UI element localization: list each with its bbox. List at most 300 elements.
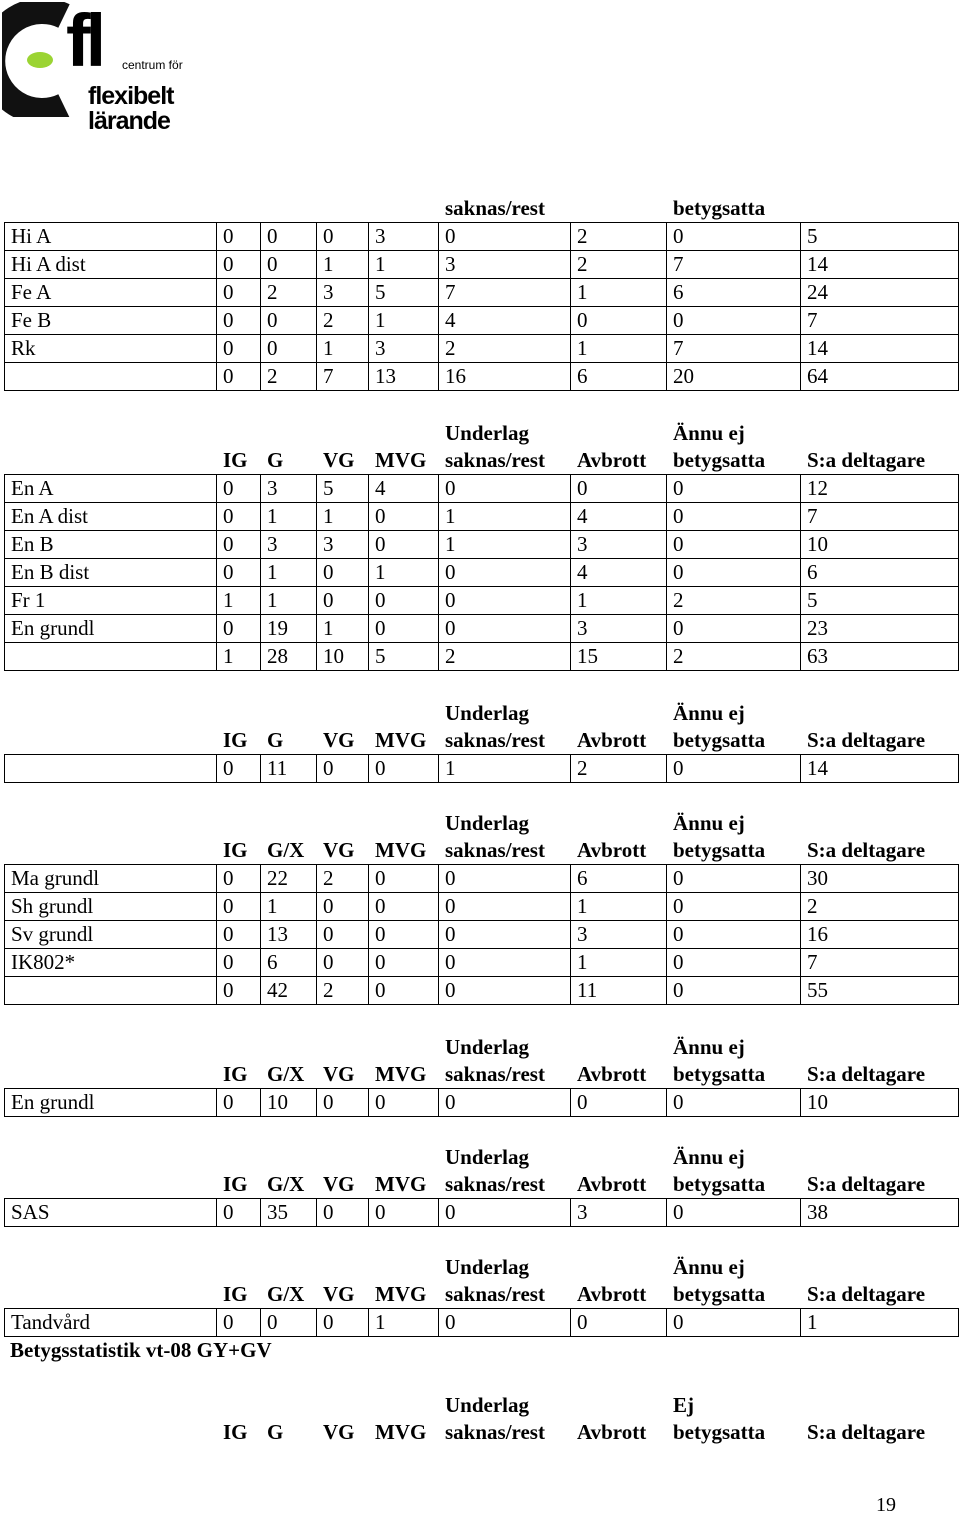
column-header-label: Underlag [445,1035,529,1059]
value-cell: 0 [667,921,801,949]
value-cell: 42 [261,977,317,1005]
value-cell: 0 [317,223,369,251]
value-cell: 0 [317,921,369,949]
value-cell: 0 [217,223,261,251]
value-cell: 7 [667,335,801,363]
column-header-label: VG [323,728,355,752]
course-cell: Tandvård [5,1309,217,1337]
table-row [5,587,959,615]
value-cell: 7 [801,503,959,531]
total-row [5,643,959,671]
value-cell: 4 [439,307,571,335]
value-cell: 2 [317,307,369,335]
grade-table-6 [4,1198,959,1227]
value-cell: 1 [369,307,439,335]
column-header-label: Ännu ej [673,1035,745,1059]
value-cell: 0 [439,1199,571,1227]
value-cell: 0 [439,949,571,977]
value-cell: 0 [369,865,439,893]
column-header-label: G [267,448,284,472]
value-cell: 0 [317,1199,369,1227]
total-row [5,977,959,1005]
table-row [5,865,959,893]
value-cell: 11 [571,977,667,1005]
course-cell [5,643,217,671]
column-header-label: MVG [375,448,427,472]
column-header-label: S:a deltagare [807,448,926,472]
column-header-label: betygsatta [673,728,766,752]
course-cell: En grundl [5,615,217,643]
value-cell: 0 [667,977,801,1005]
column-header-label: saknas/rest [445,1172,545,1196]
grade-table-2 [4,474,959,671]
value-cell: 2 [261,363,317,391]
value-cell: 0 [317,893,369,921]
value-cell: 3 [317,279,369,307]
value-cell: 7 [667,251,801,279]
total-row [5,363,959,391]
value-cell: 0 [439,893,571,921]
value-cell: 0 [317,559,369,587]
value-cell: 0 [217,755,261,783]
value-cell: 0 [217,1199,261,1227]
column-header-label: betygsatta [673,448,766,472]
value-cell: 19 [261,615,317,643]
table-row [5,475,959,503]
value-cell: 2 [261,279,317,307]
column-header-label: Ännu ej [673,421,745,445]
value-cell: 24 [801,279,959,307]
column-header-label: Avbrott [577,1062,647,1086]
course-cell: Fe B [5,307,217,335]
column-header-label: VG [323,838,355,862]
value-cell: 1 [317,615,369,643]
value-cell: 6 [801,559,959,587]
column-header-label: saknas/rest [445,1062,545,1086]
value-cell: 12 [801,475,959,503]
grade-table-5 [4,1088,959,1117]
value-cell: 0 [667,615,801,643]
value-cell: 14 [801,755,959,783]
value-cell: 0 [369,1199,439,1227]
table-row [5,223,959,251]
column-header-label: Underlag [445,1255,529,1279]
value-cell: 15 [571,643,667,671]
value-cell: 2 [667,587,801,615]
value-cell: 0 [217,1309,261,1337]
value-cell: 10 [801,1089,959,1117]
table-row [5,615,959,643]
value-cell: 2 [667,643,801,671]
course-cell: En grundl [5,1089,217,1117]
course-cell: Fe A [5,279,217,307]
value-cell: 2 [317,865,369,893]
value-cell: 6 [571,865,667,893]
column-header-label: Underlag [445,1393,529,1417]
value-cell: 3 [261,475,317,503]
value-cell: 4 [369,475,439,503]
value-cell: 6 [571,363,667,391]
column-header-label: Avbrott [577,1172,647,1196]
value-cell: 0 [217,307,261,335]
value-cell: 0 [217,921,261,949]
value-cell: 0 [667,865,801,893]
value-cell: 1 [261,503,317,531]
course-cell [5,977,217,1005]
value-cell: 0 [217,363,261,391]
column-header-label: Avbrott [577,1282,647,1306]
course-cell [5,363,217,391]
value-cell: 0 [667,949,801,977]
value-cell: 64 [801,363,959,391]
table-row [5,559,959,587]
table-row [5,279,959,307]
value-cell: 6 [261,949,317,977]
value-cell: 0 [439,977,571,1005]
column-header-label: Ej [673,1393,694,1417]
value-cell: 7 [439,279,571,307]
value-cell: 6 [667,279,801,307]
value-cell: 63 [801,643,959,671]
grade-table-3 [4,754,959,783]
column-header-label: IG [223,1172,248,1196]
value-cell: 1 [317,503,369,531]
value-cell: 0 [439,865,571,893]
value-cell: 3 [369,335,439,363]
value-cell: 22 [261,865,317,893]
column-header-label: Underlag [445,811,529,835]
value-cell: 7 [801,949,959,977]
grade-table-4 [4,864,959,1005]
value-cell: 5 [317,475,369,503]
course-cell: Hi A [5,223,217,251]
value-cell: 0 [217,531,261,559]
column-header-label: saknas/rest [445,1282,545,1306]
value-cell: 0 [369,921,439,949]
value-cell: 0 [369,503,439,531]
value-cell: 3 [369,223,439,251]
value-cell: 0 [217,1089,261,1117]
column-header-label: MVG [375,1282,427,1306]
logo-line1: centrum för [122,58,183,72]
column-header-label: VG [323,448,355,472]
value-cell: 0 [217,559,261,587]
value-cell: 0 [217,503,261,531]
column-header-label: Underlag [445,1145,529,1169]
column-header-label: betygsatta [673,1062,766,1086]
value-cell: 1 [571,335,667,363]
value-cell: 1 [439,503,571,531]
column-header-label: S:a deltagare [807,1172,926,1196]
value-cell: 3 [571,1199,667,1227]
value-cell: 0 [667,223,801,251]
value-cell: 0 [667,893,801,921]
column-header-label: VG [323,1172,355,1196]
value-cell: 0 [571,1089,667,1117]
value-cell: 3 [571,921,667,949]
grade-table-1 [4,222,959,391]
value-cell: 16 [439,363,571,391]
table-row [5,307,959,335]
value-cell: 1 [369,559,439,587]
course-cell [5,755,217,783]
value-cell: 14 [801,335,959,363]
value-cell: 3 [439,251,571,279]
value-cell: 3 [571,615,667,643]
column-header-label: MVG [375,838,427,862]
value-cell: 0 [217,251,261,279]
column-header-label: MVG [375,1172,427,1196]
value-cell: 0 [217,279,261,307]
course-cell: Ma grundl [5,865,217,893]
value-cell: 1 [801,1309,959,1337]
column-header-label: S:a deltagare [807,1062,926,1086]
column-header-label: Ännu ej [673,1255,745,1279]
value-cell: 13 [369,363,439,391]
value-cell: 2 [801,893,959,921]
value-cell: 0 [439,587,571,615]
table-row [5,893,959,921]
course-cell: Sv grundl [5,921,217,949]
course-cell: Rk [5,335,217,363]
value-cell: 0 [667,475,801,503]
value-cell: 0 [217,949,261,977]
value-cell: 0 [317,1309,369,1337]
value-cell: 1 [261,559,317,587]
table-row [5,1089,959,1117]
document-title: Betygsstatistik vt-08 GY+GV [10,1338,272,1362]
value-cell: 0 [317,1089,369,1117]
column-header-label: IG [223,1420,248,1444]
value-cell: 1 [317,335,369,363]
value-cell: 1 [317,251,369,279]
table-row [5,1309,959,1337]
column-header-label: Avbrott [577,448,647,472]
value-cell: 30 [801,865,959,893]
course-cell: En A dist [5,503,217,531]
column-header-label: MVG [375,1062,427,1086]
value-cell: 1 [439,531,571,559]
value-cell: 5 [801,587,959,615]
column-header-label: IG [223,1062,248,1086]
value-cell: 35 [261,1199,317,1227]
value-cell: 0 [317,755,369,783]
value-cell: 1 [217,643,261,671]
value-cell: 55 [801,977,959,1005]
value-cell: 2 [439,643,571,671]
value-cell: 4 [571,559,667,587]
column-header-label: IG [223,838,248,862]
course-cell: SAS [5,1199,217,1227]
value-cell: 13 [261,921,317,949]
course-cell: En A [5,475,217,503]
column-header-label: VG [323,1062,355,1086]
column-header-label: betygsatta [673,196,766,220]
value-cell: 0 [439,615,571,643]
column-header-label: G/X [267,1172,305,1196]
value-cell: 0 [217,335,261,363]
value-cell: 4 [571,503,667,531]
value-cell: 0 [667,755,801,783]
column-header-label: G/X [267,1282,305,1306]
page-number: 19 [876,1494,896,1516]
course-cell: En B [5,531,217,559]
value-cell: 0 [571,1309,667,1337]
column-header-label: G/X [267,1062,305,1086]
value-cell: 0 [667,559,801,587]
value-cell: 1 [261,587,317,615]
table-row [5,921,959,949]
column-header-label: Avbrott [577,728,647,752]
logo-fl-text: fl [66,0,102,82]
column-header-label: betygsatta [673,1172,766,1196]
column-header-label: Underlag [445,421,529,445]
value-cell: 5 [369,279,439,307]
table-row [5,503,959,531]
value-cell: 3 [571,531,667,559]
column-header-label: saknas/rest [445,838,545,862]
value-cell: 7 [801,307,959,335]
value-cell: 0 [261,335,317,363]
value-cell: 3 [317,531,369,559]
value-cell: 0 [571,475,667,503]
value-cell: 0 [261,1309,317,1337]
value-cell: 1 [217,587,261,615]
value-cell: 23 [801,615,959,643]
column-header-label: MVG [375,728,427,752]
value-cell: 0 [667,1309,801,1337]
column-header-label: S:a deltagare [807,838,926,862]
value-cell: 0 [369,949,439,977]
column-header-label: saknas/rest [445,728,545,752]
value-cell: 28 [261,643,317,671]
value-cell: 0 [439,223,571,251]
value-cell: 0 [317,949,369,977]
value-cell: 0 [439,559,571,587]
value-cell: 1 [369,251,439,279]
table-row [5,1199,959,1227]
value-cell: 7 [317,363,369,391]
value-cell: 0 [369,531,439,559]
value-cell: 0 [261,251,317,279]
column-header-label: G/X [267,838,305,862]
table-row [5,251,959,279]
value-cell: 0 [439,475,571,503]
value-cell: 10 [317,643,369,671]
value-cell: 0 [217,475,261,503]
value-cell: 2 [317,977,369,1005]
value-cell: 16 [801,921,959,949]
column-header-label: G [267,1420,284,1444]
value-cell: 1 [369,1309,439,1337]
column-header-label: IG [223,448,248,472]
column-header-label: VG [323,1420,355,1444]
value-cell: 0 [217,977,261,1005]
column-header-label: G [267,728,284,752]
column-header-label: saknas/rest [445,196,545,220]
value-cell: 14 [801,251,959,279]
value-cell: 0 [217,865,261,893]
total-row [5,755,959,783]
value-cell: 0 [369,615,439,643]
column-header-label: Ännu ej [673,811,745,835]
value-cell: 2 [571,251,667,279]
logo-line2: flexibelt lärande [88,82,174,135]
table-row [5,531,959,559]
value-cell: 0 [667,1199,801,1227]
value-cell: 0 [439,1089,571,1117]
value-cell: 0 [369,893,439,921]
value-cell: 11 [261,755,317,783]
column-header-label: saknas/rest [445,1420,545,1444]
value-cell: 0 [261,223,317,251]
column-header-label: Ännu ej [673,1145,745,1169]
column-header-label: Avbrott [577,1420,647,1444]
column-header-label: Underlag [445,701,529,725]
value-cell: 0 [217,893,261,921]
column-header-label: MVG [375,1420,427,1444]
value-cell: 1 [571,893,667,921]
value-cell: 0 [369,1089,439,1117]
value-cell: 0 [571,307,667,335]
column-header-label: VG [323,1282,355,1306]
column-header-label: Avbrott [577,838,647,862]
value-cell: 0 [261,307,317,335]
value-cell: 38 [801,1199,959,1227]
table-row [5,335,959,363]
value-cell: 0 [667,307,801,335]
course-cell: En B dist [5,559,217,587]
value-cell: 1 [439,755,571,783]
value-cell: 1 [571,279,667,307]
column-header-label: betygsatta [673,838,766,862]
course-cell: IK802* [5,949,217,977]
value-cell: 1 [261,893,317,921]
value-cell: 0 [317,587,369,615]
value-cell: 5 [801,223,959,251]
value-cell: 2 [439,335,571,363]
course-cell: Fr 1 [5,587,217,615]
value-cell: 0 [369,977,439,1005]
value-cell: 10 [261,1089,317,1117]
column-header-label: S:a deltagare [807,728,926,752]
value-cell: 0 [667,503,801,531]
value-cell: 2 [571,755,667,783]
grade-table-7 [4,1308,959,1337]
column-header-label: IG [223,1282,248,1306]
value-cell: 5 [369,643,439,671]
value-cell: 1 [571,949,667,977]
value-cell: 0 [439,1309,571,1337]
column-header-label: saknas/rest [445,448,545,472]
value-cell: 0 [217,615,261,643]
value-cell: 1 [571,587,667,615]
value-cell: 0 [369,755,439,783]
value-cell: 10 [801,531,959,559]
value-cell: 0 [369,587,439,615]
column-header-label: Ännu ej [673,701,745,725]
course-cell: Hi A dist [5,251,217,279]
column-header-label: betygsatta [673,1282,766,1306]
column-header-label: S:a deltagare [807,1282,926,1306]
column-header-label: betygsatta [673,1420,766,1444]
value-cell: 3 [261,531,317,559]
course-cell: Sh grundl [5,893,217,921]
value-cell: 0 [439,921,571,949]
value-cell: 20 [667,363,801,391]
column-header-label: IG [223,728,248,752]
column-header-label: S:a deltagare [807,1420,926,1444]
